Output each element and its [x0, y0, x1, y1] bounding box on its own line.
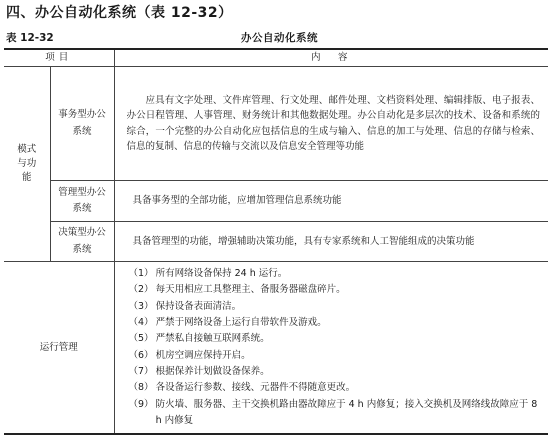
operations-list-item [129, 364, 541, 380]
operations-item-text: 根据保养计划做设备保养。 [155, 365, 270, 377]
table-caption [6, 30, 548, 46]
operations-item-number: （5） [128, 333, 154, 345]
operations-list-item [129, 397, 541, 430]
operations-list [114, 262, 548, 435]
operations-item-text: 防火墙、服务器、主干交换机路由器故障应于 4 h 内修复；接入交换机及网络线故障应于 8 h 内修复 [155, 398, 538, 426]
table-row-operations [4, 262, 548, 435]
operations-item-text: 严禁私自接触互联网系统。 [155, 333, 270, 345]
operations-item-number: （6） [128, 349, 154, 361]
operations-item-text: 各设备运行参数、接线、元器件不得随意更改。 [155, 382, 356, 394]
table-title: 办公自动化系统 [241, 32, 318, 44]
header-content: 内 容 [114, 49, 548, 67]
section-heading: 四、办公自动化系统（表 12-32） [6, 5, 233, 21]
header-item: 项目 [4, 49, 114, 67]
operations-list-item [129, 380, 541, 396]
table-header-row [4, 49, 548, 67]
row-label-transactional: 事务型办公系统 [50, 67, 114, 181]
oa-system-table [4, 48, 548, 435]
operations-item-text: 每天用相应工具整理主、备服务器磁盘碎片。 [155, 284, 346, 296]
row-label-management: 管理型办公系统 [50, 181, 114, 222]
operations-item-number: （3） [128, 300, 154, 312]
table-row-transactional [4, 67, 548, 181]
operations-item-number: （9） [128, 398, 154, 410]
operations-item-number: （1） [128, 268, 154, 279]
table-row-decision [4, 222, 548, 262]
table-number: 表 12-32 [6, 32, 54, 44]
operations-list-item [129, 315, 541, 331]
operations-item-text: 保持设备表面清洁。 [155, 300, 242, 312]
operations-item-text: 机房空调应保持开启。 [155, 349, 251, 361]
operations-item-text: 严禁于网络设备上运行自带软件及游戏。 [155, 316, 327, 328]
row-content-management: 具备事务型的全部功能，应增加管理信息系统功能 [114, 181, 548, 222]
row-label-decision: 决策型办公系统 [50, 222, 114, 262]
table-row-management [4, 181, 548, 222]
operations-list-item [129, 331, 541, 347]
operations-item-number: （2） [128, 284, 154, 296]
row-content-transactional: 应具有文字处理、文件库管理、行文处理、邮件处理、文档资料处理、编辑排版、电子报表、办公日程管理、人事管理、财务统计和其他数据处理。办公自动化是多层次的技术、设备和系统的综合，一个完整的办公自动化应包括信息的生成与输入、信息的加工与处理、信息的存储与检索、信息的复制、信息的传输与交流以及信息安全管理等功能 [114, 67, 548, 181]
operations-item-number: （4） [128, 316, 154, 328]
operations-item-number: （8） [128, 382, 154, 394]
operations-list-item [129, 299, 541, 315]
operations-list-item [129, 282, 541, 298]
operations-list-item [129, 348, 541, 364]
operations-list-item [129, 266, 541, 282]
row-label-operations: 运行管理 [4, 262, 114, 435]
operations-item-number: （7） [128, 365, 154, 377]
operations-item-text: 所有网络设备保持 24 h 运行。 [155, 268, 288, 279]
row-content-decision: 具备管理型的功能，增强辅助决策功能，具有专家系统和人工智能组成的决策功能 [114, 222, 548, 262]
group-label-mode-function: 模式与功能 [4, 67, 50, 262]
